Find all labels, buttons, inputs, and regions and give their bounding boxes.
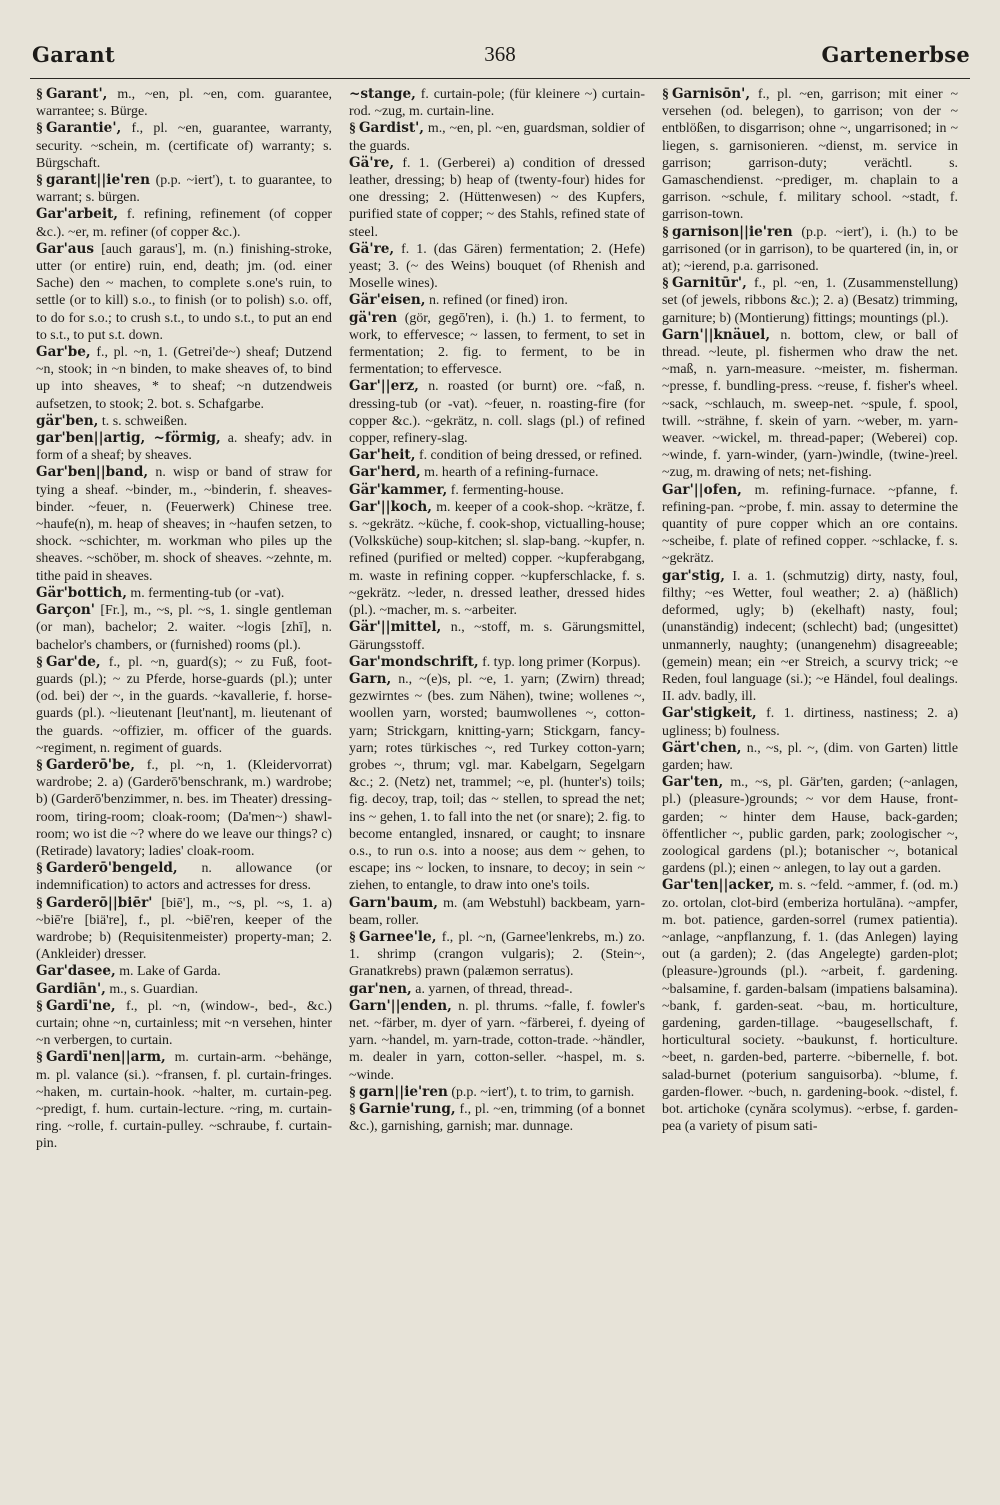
entry-headword: gar'stig, xyxy=(662,567,725,584)
dictionary-entry xyxy=(36,413,332,430)
entry-headword: Garnie'rung, xyxy=(358,1100,456,1117)
entry-definition: m. keeper of a cook-shop. ~krätze, f. s. ~gekrätz. ~küche, f. cook-shop, victualling-house; (Volksküche) soup-kitchen; sl. slap-bang. ~kupfer, n. refined (purified or melted) copper. ~kupferabgang, m. waste in refining copper. ~kupferschlacke, f. s. ~gekrätz. ~leder, n. dressed leather, dressed hides (pl.). ~macher, m. s. ~arbeiter. xyxy=(349,499,645,619)
entry-section-mark: § xyxy=(36,654,43,670)
entry-headword: gar'ben||artig, ~förmig, xyxy=(36,430,221,447)
dictionary-entry xyxy=(662,568,958,706)
dictionary-entry xyxy=(36,981,332,998)
dictionary-entry xyxy=(349,499,645,619)
dictionary-entry xyxy=(36,206,332,240)
dictionary-entry xyxy=(349,998,645,1084)
page-header xyxy=(30,36,970,76)
entry-headword: Gärt'chen, xyxy=(662,739,742,756)
entry-definition: f. curtain-pole; (für kleinere ~) curtain-rod. ~zug, m. curtain-line. xyxy=(349,87,645,120)
entry-headword: gä'ren xyxy=(349,309,398,326)
entry-definition: f., pl. ~n, (Garnee'lenkrebs, m.) zo. 1. shrimp (crangon vulgaris); 2. (Stein~, Granatkrebs) prawn (palæmon serratus). xyxy=(349,929,645,980)
entry-definition: f. fermenting-house. xyxy=(450,482,564,498)
dictionary-entry xyxy=(36,602,332,654)
dictionary-entry xyxy=(349,241,645,293)
entry-headword: Gar'arbeit, xyxy=(36,206,119,223)
dictionary-entry xyxy=(662,224,958,276)
entry-headword: Gardī'nen||arm, xyxy=(45,1049,166,1066)
dictionary-entry xyxy=(36,172,332,206)
dictionary-entry xyxy=(36,464,332,584)
entry-headword: Garn'baum, xyxy=(349,894,438,911)
entry-definition: m. fermenting-tub (or -vat). xyxy=(130,585,285,601)
entry-headword: Gär'kammer, xyxy=(349,481,448,498)
entry-headword: Gar'||koch, xyxy=(349,498,433,515)
entry-headword: Gardī'ne, xyxy=(45,997,116,1014)
entry-section-mark: § xyxy=(662,224,669,240)
entry-headword: Gar'||erz, xyxy=(349,378,419,395)
entry-section-mark: § xyxy=(662,276,669,292)
entry-headword: Gar'aus xyxy=(36,240,95,257)
entry-headword: Gär'||mittel, xyxy=(349,619,442,636)
entry-definition: n. refined (or fined) iron. xyxy=(428,293,568,309)
entry-definition: [biē'], m., ~s, pl. ~s, 1. a) ~biē're [biä're], f., pl. ~biē'ren, keeper of the wardrobe; b) (Requisitenmeister) property-man; 2. (Ankleider) dresser. xyxy=(36,895,332,963)
entry-headword: Garant', xyxy=(45,86,108,102)
entry-headword: Garderō'be, xyxy=(45,756,135,773)
dictionary-entry xyxy=(349,671,645,895)
dictionary-entry xyxy=(662,877,958,1135)
dictionary-entry xyxy=(662,740,958,774)
entry-headword: Garantie', xyxy=(45,120,122,137)
entry-definition: m. s. ~feld. ~ammer, f. (od. m.) zo. ortolan, clot-bird (emberiza hortulāna). ~ampfer, m. bot. patience, garden-sorrel (rumex patientia). ~anlage, ~anpflanzung, f. 1. (das Anlegen) laying out (a garden); 2. (das Angelegte) garden-plot; (pleasure-)grounds (pl.). ~arbeit, f. gardening. ~balsamine, f. garden-balsam (impatiens balsamina). ~bank, f. garden-seat. ~bau, m. horticulture, gardening, garden-tillage. ~baugesellschaft, f. horticultural society. ~baukunst, f. horticulture. ~beet, n. garden-bed, parterre. ~bibernelle, f. bot. salad-burnet (poterium sanguisorba). ~blume, f. garden-flower. ~buch, n. gardening-book. ~distel, f. bot. artichoke (cynăra scolymus). ~erbse, f. garden-pea (a variety of pisum sati- xyxy=(662,878,958,1135)
entry-headword: Garn'||knäuel, xyxy=(662,326,771,343)
entry-headword: Garçon' xyxy=(36,602,95,619)
entry-definition: n. allowance (or indemnification) to actors and actresses for dress. xyxy=(36,861,332,894)
header-right-catchword: Gartenerbse xyxy=(821,42,970,67)
entry-headword: Gar'dasee, xyxy=(36,963,116,980)
dictionary-entry xyxy=(36,963,332,980)
entry-headword: gar'nen, xyxy=(349,980,412,997)
entry-headword: Gar'be, xyxy=(36,344,91,361)
entry-headword: Garnitūr', xyxy=(671,275,747,292)
dictionary-entry xyxy=(349,120,645,154)
entry-headword: Garnisōn', xyxy=(671,86,751,102)
dictionary-entry xyxy=(36,1049,332,1152)
entry-headword: Gär'bottich, xyxy=(36,584,127,601)
entry-headword: Garn'||enden, xyxy=(349,997,452,1014)
dictionary-entry xyxy=(36,860,332,894)
entry-definition: f. 1. (Gerberei) a) condition of dressed leather, dressing; b) heap of (twenty-four) hides for one dressing; 2. (Hüttenwesen) ~ des Kupfers, purified state of copper; ~ des Stahls, refined state of steel. xyxy=(349,155,645,240)
entry-section-mark: § xyxy=(36,998,43,1014)
entry-definition: m., ~en, pl. ~en, guardsman, soldier of the guards. xyxy=(349,121,645,154)
entry-section-mark: § xyxy=(36,121,43,137)
entry-definition: m., ~en, pl. ~en, com. guarantee, warrantee; s. Bürge. xyxy=(36,87,332,120)
entry-headword: garn||ie'ren xyxy=(358,1083,448,1100)
entry-definition: m. refining-furnace. ~pfanne, f. refining-pan. ~probe, f. min. assay to determine the quantity of pure copper which an ore contains. ~scheibe, f. plate of refined copper. ~schlacke, f. s. ~gekrätz. xyxy=(662,482,958,567)
dictionary-entry xyxy=(36,654,332,757)
entry-definition: f., pl. ~en, trimming (of a bonnet &c.), garnishing, garnish; mar. dunnage. xyxy=(349,1101,645,1135)
dictionary-entry xyxy=(349,1084,645,1101)
entry-definition: f., pl. ~en, guarantee, warranty, security. ~schein, m. (certificate of) warranty; s. Bürgschaft. xyxy=(36,121,332,171)
column-2 xyxy=(349,86,645,1491)
entry-headword: Garnee'le, xyxy=(358,928,437,945)
dictionary-entry xyxy=(36,430,332,464)
entry-definition: m., ~s, pl. Gär'ten, garden; (~anlagen, pl.) (pleasure-)grounds; ~ vor dem Hause, front-garden; ~ hinter dem Hause, back-garden; öffentlicher ~, public garden, park; zoologischer ~, zoological gardens (pl.); botanischer ~, botanical gardens (pl.); einen ~ anlegen, to lay out a garden. xyxy=(662,775,958,877)
entry-headword: Gar'de, xyxy=(45,653,101,670)
dictionary-entry xyxy=(349,464,645,481)
entry-headword: gär'ben, xyxy=(36,412,99,429)
dictionary-entry xyxy=(349,895,645,929)
dictionary-entry xyxy=(36,895,332,964)
dictionary-entry xyxy=(662,705,958,739)
entry-headword: Gär'eisen, xyxy=(349,292,426,309)
entry-headword: Gar'heit, xyxy=(349,447,416,464)
entry-section-mark: § xyxy=(36,757,43,773)
entry-headword: Gar'||ofen, xyxy=(662,481,742,498)
dictionary-entry xyxy=(349,929,645,981)
entry-definition: a. yarnen, of thread, thread-. xyxy=(415,981,573,997)
entry-headword: Gar'ten||acker, xyxy=(662,877,775,894)
entry-headword: Gar'ben||band, xyxy=(36,464,149,481)
entry-definition: f., pl. ~en, 1. (Zusammenstellung) set (of jewels, ribbons &c.); 2. a) (Besatz) trimming, garniture; b) (Montierung) fittings; mountings (pl.). xyxy=(662,276,958,326)
entry-headword: Gar'mondschrift, xyxy=(349,653,479,670)
dictionary-entry xyxy=(349,619,645,653)
entry-definition: f. 1. dirtiness, nastiness; 2. a) ugliness; b) foulness. xyxy=(662,706,958,739)
entry-section-mark: § xyxy=(36,173,43,189)
entry-section-mark: § xyxy=(349,1101,356,1117)
page-number: 368 xyxy=(484,42,516,66)
dictionary-entry xyxy=(662,327,958,482)
entry-definition: n. pl. thrums. ~falle, f. fowler's net. ~färber, m. dyer of yarn. ~färberei, f. dyeing of yarn. ~handel, m. yarn-trade, cotton-trade. ~händler, m. dealer in yarn, cotton-seller. ~haspel, m. s. ~winde. xyxy=(349,998,645,1083)
entry-headword: Gardiān', xyxy=(36,980,106,997)
entry-definition: [auch garaus'], m. (n.) finishing-stroke, utter (or entire) ruin, end, death; jm. (od. einer Sache) den ~ machen, to complete s.one's ruin, to settle (or to kill) s.o., to finish (or to polish) s.o. off, to do for s.o.; to crush s.t., to undo s.t., to put an end to s.t., to put s.t. down. xyxy=(36,241,332,343)
entry-definition: m. (am Webstuhl) backbeam, yarn-beam, roller. xyxy=(349,895,645,928)
dictionary-entry xyxy=(36,998,332,1050)
entry-headword: Gä're, xyxy=(349,154,395,171)
entry-definition: m. hearth of a refining-furnace. xyxy=(424,465,599,481)
entry-definition: n., ~s, pl. ~, (dim. von Garten) little garden; haw. xyxy=(662,740,958,773)
entry-definition: a. sheafy; adv. in form of a sheaf; by sheaves. xyxy=(36,431,332,464)
entry-definition: (p.p. ~iert'), i. (h.) to be garrisoned (or in garrison), to be quartered (in, in, or at); ~ierend, p.a. garrisoned. xyxy=(662,224,958,275)
entry-section-mark: § xyxy=(662,87,669,102)
entry-section-mark: § xyxy=(349,121,356,137)
entry-definition: f. condition of being dressed, or refined. xyxy=(418,448,643,464)
entry-section-mark: § xyxy=(349,929,356,945)
entry-headword: Garn, xyxy=(349,670,392,687)
dictionary-entry xyxy=(349,378,645,447)
header-left-catchword: Garant xyxy=(32,42,115,67)
dictionary-entry xyxy=(349,292,645,309)
entry-headword: Gä're, xyxy=(349,240,395,257)
entry-definition: f. typ. long primer (Korpus). xyxy=(482,654,641,670)
entry-definition: m. curtain-arm. ~behänge, m. pl. valance (si.). ~fransen, f. pl. curtain-fringes. ~haken, m. curtain-hook. ~halter, m. curtain-peg. ~predigt, f. hum. curtain-lecture. ~ring, m. curtain-ring. ~rolle, f. curtain-pulley. ~schraube, f. curtain-pin. xyxy=(36,1050,332,1152)
entry-definition: (gör, gegō'ren), i. (h.) 1. to ferment, to work, to effervesce; ~ lassen, to ferment, to set in fermentation; 2. fig. to ferment, to be in fermentation; to effervesce. xyxy=(349,310,645,378)
dictionary-entry xyxy=(36,344,332,413)
dictionary-entry xyxy=(349,654,645,671)
dictionary-entry xyxy=(349,447,645,464)
entry-headword: Garderō||biēr' xyxy=(45,894,153,911)
entry-definition: [Fr.], m., ~s, pl. ~s, 1. single gentleman (or man), bachelor; 2. waiter. ~logis [zhī], n. bachelor's chambers, or (furnished) rooms (pl.). xyxy=(36,603,332,653)
entry-headword: garnison||ie'ren xyxy=(671,223,793,240)
dictionary-entry xyxy=(36,585,332,602)
entry-definition: (p.p. ~iert'), t. to guarantee, to warrant; s. bürgen. xyxy=(36,173,332,206)
column-1 xyxy=(36,86,332,1491)
entry-definition: n., ~(e)s, pl. ~e, 1. yarn; (Zwirn) thread; gezwirntes ~ (bes. zum Nähen), twine; wollenes ~, woollen yarn, worsted; baumwollenes ~, cotton-yarn; Strickgarn, knitting-yarn; Stickgarn, fancy-yarn; rotes türkisches ~, red Turkey cotton-yarn; grobes ~, thrum; vgl. mar. Kabelgarn, Segelgarn &c.; 2. (Netz) net, trammel; ~e, pl. (hunter's) toils; fig. decoy, trap, toil; das ~ stellen, to spread the net; ins ~ gehen, 1. to fall into the net (or snare); 2. fig. to become entangled, insnared, or caught; to insnare o.s., to run o.s. into a noose; aus dem ~ gehen, to escape; ins ~ locken, to insnare, to decoy; in sein ~ ziehen, to entangle, to draw into one's toils. xyxy=(349,671,645,894)
dictionary-entry xyxy=(662,774,958,877)
dictionary-entry xyxy=(36,120,332,172)
entry-definition: f., pl. ~n, 1. (Getrei'de~) sheaf; Dutzend ~n, stook; in ~n binden, to make sheaves of, to bind up into sheaves, * to sheaf; ~n dutzendweis aufsetzen, to stook; 2. bot. s. Schafgarbe. xyxy=(36,345,332,412)
dictionary-entry xyxy=(349,1101,645,1135)
header-rule xyxy=(30,78,970,79)
entry-section-mark: § xyxy=(36,1050,43,1066)
entry-headword: Gar'stigkeit, xyxy=(662,705,757,722)
entry-definition: n. bottom, clew, or ball of thread. ~leute, pl. fishermen who draw the net. ~maß, n. yarn-measure. ~meister, m. fisherman. ~presse, f. bundling-press. ~reuse, f. fisher's wheel. ~sack, ~schlauch, m. sweep-net. ~spule, f. spool, twill. ~strähne, f. skein of yarn. ~weber, m. yarn-weaver. ~wickel, m. thread-paper; (Weberei) cop. ~winde, f. yarn-winder, (yarn-)windle, (twine-)reel. ~zug, m. drawing of nets; net-fishing. xyxy=(662,327,958,481)
entry-definition: m., s. Guardian. xyxy=(109,981,199,997)
entry-definition: m. Lake of Garda. xyxy=(119,964,221,980)
dictionary-entry xyxy=(662,86,958,224)
entry-headword: Gardist', xyxy=(358,120,425,137)
dictionary-entry xyxy=(36,241,332,344)
dictionary-entry xyxy=(349,310,645,379)
entry-definition: f., pl. ~n, 1. (Kleidervorrat) wardrobe; 2. a) (Garderō'benschrank, m.) wardrobe; b) (Garderō'benzimmer, n. bes. im Theater) dressing-room, tiring-room; cloak-room; (Da'men~) shawl-room; wo ist die ~? where do we leave our things? c) (Retirade) lavatory; ladies' cloak-room. xyxy=(36,757,332,859)
entry-headword: ~stange, xyxy=(349,86,416,102)
entry-definition: f., pl. ~n, guard(s); ~ zu Fuß, foot-guards (pl.); ~ zu Pferde, horse-guards (pl.); unter (od. bei) der ~, in the guards. ~kavallerie, f. horse-guards (pl.). ~lieutenant [leut'nant], m. lieutenant of the guards. ~offizier, m. officer of the guards. ~regiment, n. regiment of guards. xyxy=(36,654,332,756)
dictionary-entry xyxy=(662,275,958,327)
column-3 xyxy=(662,86,958,1491)
entry-headword: Gar'herd, xyxy=(349,464,421,481)
entry-headword: Gar'ten, xyxy=(662,774,724,791)
entry-section-mark: § xyxy=(36,87,43,102)
entry-headword: garant||ie'ren xyxy=(45,172,150,189)
dictionary-entry xyxy=(36,86,332,120)
entry-definition: (p.p. ~iert'), t. to trim, to garnish. xyxy=(451,1084,635,1100)
entry-definition: f. 1. (das Gären) fermentation; 2. (Hefe) yeast; 3. (~ des Weins) bouquet (of Rhenish and Moselle wines). xyxy=(349,241,645,292)
entry-section-mark: § xyxy=(36,861,43,877)
dictionary-entry xyxy=(349,86,645,120)
entry-definition: f. refining, refinement (of copper &c.). ~er, m. refiner (of copper &c.). xyxy=(36,207,332,240)
entry-definition: f., pl. ~en, garrison; mit einer ~ versehen (od. belegen), to garrison; von der ~ entblößen, to disgarrison; ohne ~, ungarrisoned; in ~ liegen, s. garnisonieren. ~dienst, m. service in garrison; garrison-duty; verächtl. s. Gamaschendienst. ~prediger, m. chaplain to a garrison. ~schule, f. military school. ~stadt, f. garrison-town. xyxy=(662,87,958,223)
dictionary-entry xyxy=(36,757,332,860)
entry-definition: n. roasted (or burnt) ore. ~faß, n. dressing-tub (or -vat). ~feuer, n. roasting-fire (for copper &c.). ~gekrätz, n. coll. slags (pl.) of refined copper, refinery-slag. xyxy=(349,379,645,447)
entry-headword: Garderō'bengeld, xyxy=(45,860,178,877)
entry-definition: n. wisp or band of straw for tying a sheaf. ~binder, m., ~binderin, f. sheaves-binder. ~feuer, n. (Feuerwerk) Chinese tree. ~haufe(n), m. heap of sheaves; in ~haufen setzen, to shock. ~schichter, m. workman who piles up the sheaves. ~schöber, m. shock of sheaves. ~zehnte, m. tithe paid in sheaves. xyxy=(36,465,332,584)
entry-definition: t. s. schweißen. xyxy=(101,413,188,429)
dictionary-entry xyxy=(349,482,645,499)
entry-definition: I. a. 1. (schmutzig) dirty, nasty, foul, filthy; ~es Wetter, foul weather; 2. a) (häßlich) deformed, ugly; b) (ekelhaft) nasty, foul; (unanständig) indecent; (schlecht) bad; (ungesittet) unmannerly, naughty; (unangenehm) disagreeable; (gemein) mean; ein ~er Streich, a scurvy trick; ~e Reden, foul language (si.); ~e Händel, foul dealings. II. adv. badly, ill. xyxy=(662,568,958,705)
entry-definition: n., ~stoff, m. s. Gärungsmittel, Gärungsstoff. xyxy=(349,620,645,653)
entry-section-mark: § xyxy=(36,895,43,911)
dictionary-entry xyxy=(349,981,645,998)
dictionary-entry xyxy=(662,482,958,568)
entry-section-mark: § xyxy=(349,1084,356,1100)
dictionary-entry xyxy=(349,155,645,241)
entry-definition: f., pl. ~n, (window-, bed-, &c.) curtain; ohne ~n, curtainless; mit ~n versehen, hinter ~n verbergen, to curtain. xyxy=(36,998,332,1049)
